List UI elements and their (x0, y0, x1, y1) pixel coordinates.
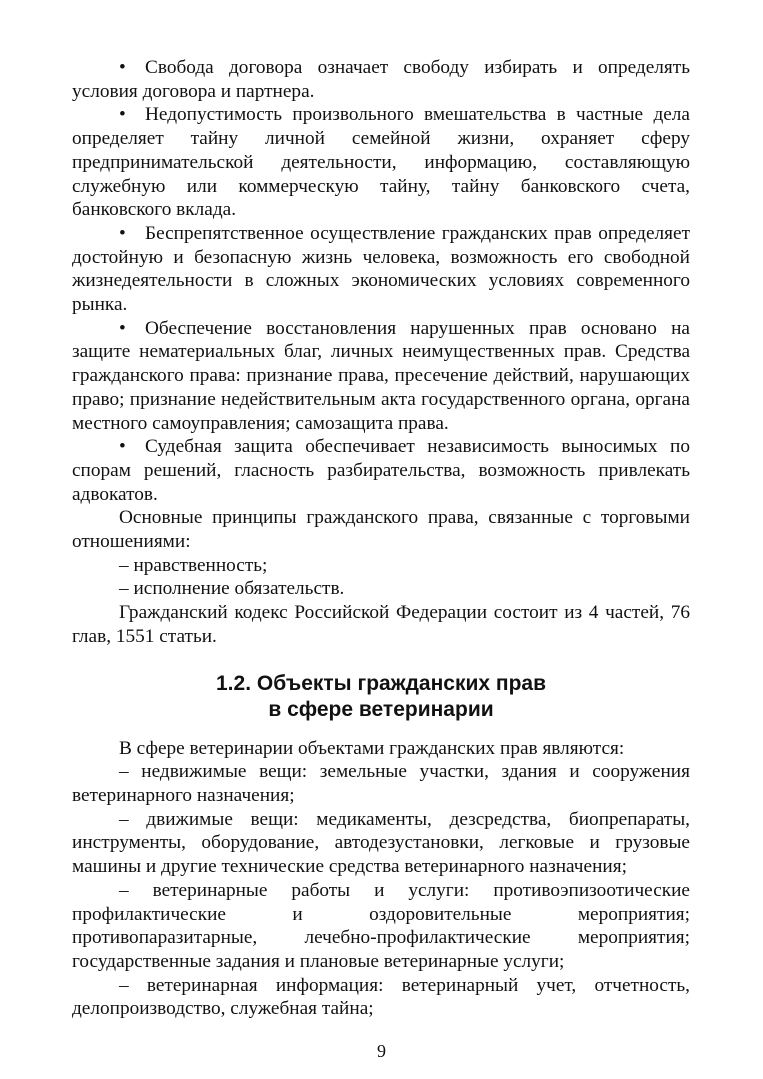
bullet-paragraph (72, 222, 690, 317)
section-heading (72, 671, 690, 723)
object-item: – движимые вещи: медикаменты, дезсредства, биопрепараты, инструменты, оборудование, автодезустановки, легковые и грузовые машины и другие технические средства ветеринарного назначения; (72, 808, 690, 878)
section-heading-line1: 1.2. Объекты гражданских прав (216, 671, 546, 695)
bullet-text: Беспрепятственное осуществление гражданских прав определяет достойную и безопасную жизнь человека, возможность его свободной жизнедеятельности в сложных экономических условиях современного рынка. (72, 222, 690, 316)
principles-intro: Основные принципы гражданского права, связанные с торговыми отношениями: (72, 507, 690, 553)
bullet-paragraph (72, 435, 690, 506)
principle-item: – исполнение обязательств. (119, 578, 345, 600)
object-item: – недвижимые вещи: земельные участки, здания и сооружения ветеринарного назначения; (72, 761, 690, 806)
bullet-icon: • (119, 57, 126, 78)
objects-intro: В сфере ветеринарии объектами гражданских прав являются: (119, 737, 625, 759)
section-heading-line2: в сфере ветеринарии (268, 697, 494, 721)
bullet-text: Свобода договора означает свободу избирать и определять условия договора и партнера. (72, 57, 690, 102)
page-body (72, 56, 690, 1021)
bullet-icon: • (119, 222, 126, 244)
bullet-paragraph (72, 103, 690, 222)
bullet-paragraph (72, 317, 690, 436)
bullet-icon: • (119, 317, 126, 339)
object-item: – ветеринарная информация: ветеринарный учет, отчетность, делопроизводство, служебная тайна; (72, 974, 690, 1020)
principle-item: – нравственность; (119, 554, 268, 576)
bullet-text: Обеспечение восстановления нарушенных прав основано на защите нематериальных благ, личных неимущественных прав. Средства гражданского права: признание права, пресечение действий, нарушающих право; признание недействительным акта государственного органа, органа местного самоуправления; самозащита права. (72, 317, 690, 434)
bullet-icon: • (119, 104, 126, 126)
bullet-text: Недопустимость произвольного вмешательства в частные дела определяет тайну личной семейной жизни, охраняет сферу предпринимательской деятельности, информацию, составляющую служебную или коммерческую тайну, тайну банковского счета, банковского вклада. (72, 104, 690, 221)
object-item: – ветеринарные работы и услуги: противоэпизоотические профилактические и оздоровительные мероприятия; противопаразитарные, лечебно-профилактические мероприятия; государственные задания и плановые ветеринарные услуги; (72, 879, 690, 972)
bullet-paragraph (72, 56, 690, 103)
page-number: 9 (377, 1041, 386, 1061)
bullet-icon: • (119, 436, 126, 458)
bullet-text: Судебная защита обеспечивает независимость выносимых по спорам решений, гласность разбирательства, возможность привлекать адвокатов. (72, 436, 690, 505)
code-note: Гражданский кодекс Российской Федерации состоит из 4 частей, 76 глав, 1551 статьи. (72, 602, 690, 647)
